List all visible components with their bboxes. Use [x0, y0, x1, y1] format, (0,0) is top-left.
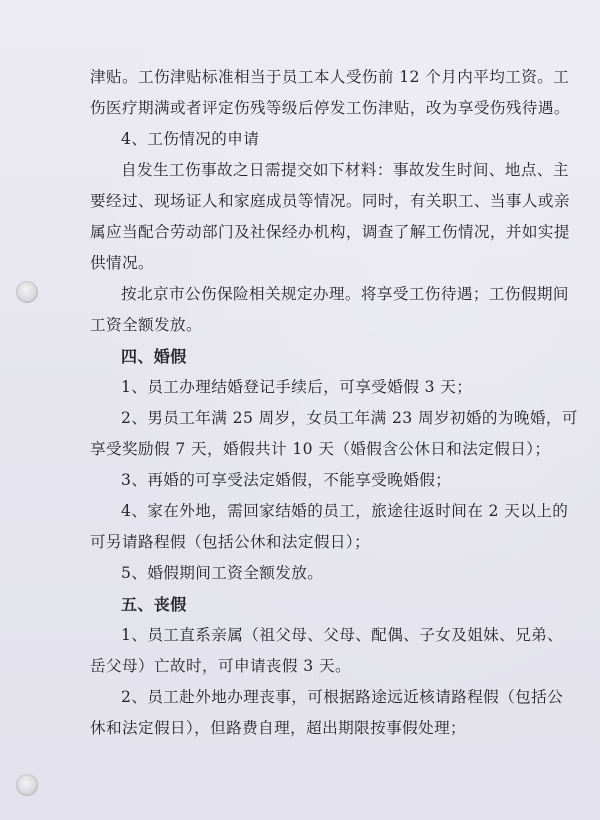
section-heading: 四、婚假 [121, 347, 187, 366]
paragraph-line: 5、婚假期间工资全额发放。 [121, 564, 324, 582]
paragraph-line: 4、工伤情况的申请 [121, 130, 260, 148]
document-body [90, 62, 578, 744]
paragraph-line: 1、员工办理结婚登记手续后，可享受婚假 3 天； [121, 378, 473, 396]
paragraph-line: 伤医疗期满或者评定伤残等级后停发工伤津贴，改为享受伤残待遇。 [90, 99, 570, 117]
paragraph-line: 供情况。 [90, 254, 154, 272]
paragraph-line: 可另请路程假（包括公休和法定假日）； [90, 533, 371, 551]
punch-hole-top [16, 281, 38, 303]
section-heading: 五、丧假 [121, 595, 187, 614]
paragraph-line: 自发生工伤事故之日需提交如下材料：事故发生时间、地点、主 [121, 161, 569, 179]
paragraph-line: 休和法定假日），但路费自理，超出期限按事假处理； [90, 719, 467, 737]
paragraph-line: 要经过、现场证人和家庭成员等情况。同时，有关职工、当事人或亲 [90, 192, 570, 210]
paragraph-line: 3、再婚的可享受法定婚假，不能享受晚婚假； [121, 471, 452, 489]
paragraph-line: 2、员工赴外地办理丧事，可根据路途远近核请路程假（包括公 [121, 688, 564, 706]
paragraph-line: 1、员工直系亲属（祖父母、父母、配偶、子女及姐妹、兄弟、 [121, 626, 564, 644]
paragraph-line: 4、家在外地，需回家结婚的员工，旅途往返时间在 2 天以上的 [121, 502, 569, 520]
paragraph-line: 按北京市公伤保险相关规定办理。将享受工伤待遇；工伤假期间 [121, 285, 569, 303]
paragraph-line: 津贴。工伤津贴标准相当于员工本人受伤前 12 个月内平均工资。工 [90, 68, 570, 86]
paragraph-line: 岳父母）亡故时，可申请丧假 3 天。 [90, 657, 351, 675]
punch-hole-bottom [16, 774, 38, 796]
paragraph-line: 工资全额发放。 [90, 316, 202, 334]
paragraph-line: 享受奖励假 7 天，婚假共计 10 天（婚假含公休日和法定假日）； [90, 440, 551, 458]
paragraph-line: 属应当配合劳动部门及社保经办机构，调查了解工伤情况，并如实提 [90, 223, 570, 241]
paragraph-line: 2、男员工年满 25 周岁，女员工年满 23 周岁初婚的为晚婚，可 [121, 409, 578, 427]
